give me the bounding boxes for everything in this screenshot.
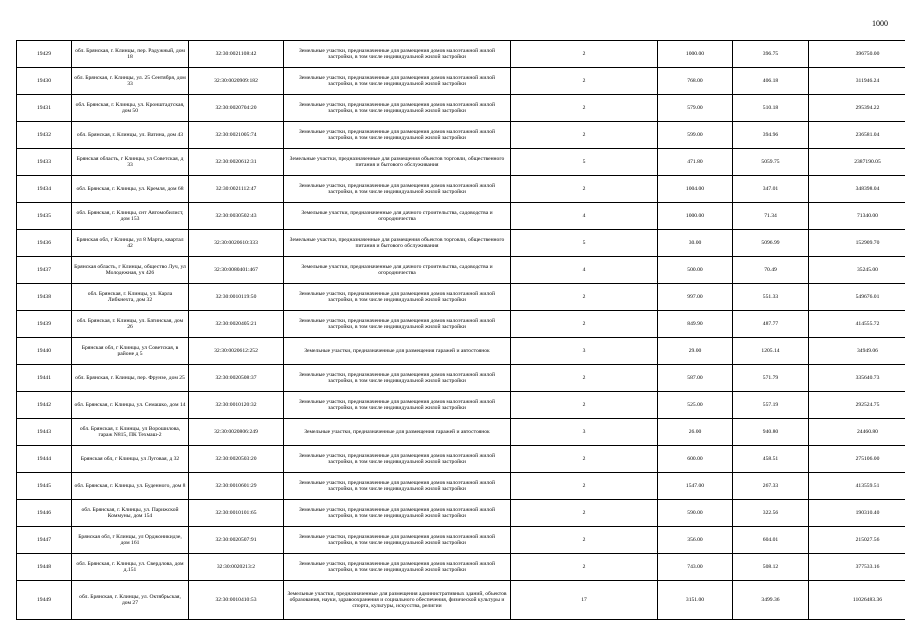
permitted-use-cell: Земельные участки, предназначенные для размещения домов малоэтажной жилой застройки, в том числе индивидуальной жилой застройки bbox=[284, 176, 511, 203]
address-cell: обл. Брянская, г. Клинцы, ул. Октябрьская, дом 27 bbox=[72, 581, 189, 620]
cadastral-number-cell: 32:30:0021108:42 bbox=[189, 41, 284, 68]
use-group-cell: 2 bbox=[511, 284, 658, 311]
address-cell: обл. Брянская, г. Клинцы, ул Ворошилова, гараж N815, ПК Техмаш-2 bbox=[72, 419, 189, 446]
table-row bbox=[17, 473, 905, 500]
permitted-use-cell: Земельные участки, предназначенные для размещения домов малоэтажной жилой застройки, в том числе индивидуальной жилой застройки bbox=[284, 392, 511, 419]
cadastral-number-cell: 32:30:0020612:252 bbox=[189, 338, 284, 365]
table-row bbox=[17, 527, 905, 554]
row-number-cell: 19440 bbox=[17, 338, 72, 365]
cadastral-number-cell: 32:30:0010101:65 bbox=[189, 500, 284, 527]
row-number-cell: 19434 bbox=[17, 176, 72, 203]
table-row bbox=[17, 338, 905, 365]
cadastral-value-cell: 549676.01 bbox=[809, 284, 905, 311]
permitted-use-cell: Земельные участки, предназначенные для размещения домов малоэтажной жилой застройки, в том числе индивидуальной жилой застройки bbox=[284, 311, 511, 338]
specific-value-cell: 70.49 bbox=[733, 257, 809, 284]
table-row bbox=[17, 311, 905, 338]
table-row bbox=[17, 365, 905, 392]
use-group-cell: 2 bbox=[511, 392, 658, 419]
cadastral-value-cell: 24460.80 bbox=[809, 419, 905, 446]
use-group-cell: 3 bbox=[511, 419, 658, 446]
table-row bbox=[17, 203, 905, 230]
specific-value-cell: 487.77 bbox=[733, 311, 809, 338]
table-row bbox=[17, 500, 905, 527]
cadastral-value-cell: 190310.40 bbox=[809, 500, 905, 527]
specific-value-cell: 71.34 bbox=[733, 203, 809, 230]
area-cell: 768.00 bbox=[658, 68, 733, 95]
area-cell: 356.00 bbox=[658, 527, 733, 554]
address-cell: обл. Брянская, г. Клинцы, ул. Кремля, дом 68 bbox=[72, 176, 189, 203]
area-cell: 1004.00 bbox=[658, 176, 733, 203]
address-cell: обл. Брянская, г. Клинцы, ул. Семашко, дом 14 bbox=[72, 392, 189, 419]
cadastral-value-cell: 311946.24 bbox=[809, 68, 905, 95]
specific-value-cell: 557.19 bbox=[733, 392, 809, 419]
permitted-use-cell: Земельные участки, предназначенные для размещения домов малоэтажной жилой застройки, в том числе индивидуальной жилой застройки bbox=[284, 41, 511, 68]
use-group-cell: 2 bbox=[511, 500, 658, 527]
area-cell: 471.80 bbox=[658, 149, 733, 176]
table-row bbox=[17, 446, 905, 473]
row-number-cell: 19439 bbox=[17, 311, 72, 338]
cadastral-number-cell: 32:30:0020405:21 bbox=[189, 311, 284, 338]
area-cell: 600.00 bbox=[658, 446, 733, 473]
table-row bbox=[17, 41, 905, 68]
cadastral-value-cell: 236581.04 bbox=[809, 122, 905, 149]
specific-value-cell: 396.75 bbox=[733, 41, 809, 68]
cadastral-number-cell: 32:30:0021005:74 bbox=[189, 122, 284, 149]
table-row bbox=[17, 95, 905, 122]
area-cell: 525.00 bbox=[658, 392, 733, 419]
specific-value-cell: 1205.14 bbox=[733, 338, 809, 365]
row-number-cell: 19436 bbox=[17, 230, 72, 257]
area-cell: 579.00 bbox=[658, 95, 733, 122]
area-cell: 26.00 bbox=[658, 419, 733, 446]
area-cell: 599.00 bbox=[658, 122, 733, 149]
cadastral-value-cell: 335640.73 bbox=[809, 365, 905, 392]
use-group-cell: 2 bbox=[511, 365, 658, 392]
specific-value-cell: 322.56 bbox=[733, 500, 809, 527]
row-number-cell: 19449 bbox=[17, 581, 72, 620]
table-row bbox=[17, 176, 905, 203]
cadastral-number-cell: 32:30:0080401:467 bbox=[189, 257, 284, 284]
table-row bbox=[17, 581, 905, 620]
row-number-cell: 19429 bbox=[17, 41, 72, 68]
specific-value-cell: 940.80 bbox=[733, 419, 809, 446]
specific-value-cell: 5059.75 bbox=[733, 149, 809, 176]
cadastral-number-cell: 32:30:0020503:20 bbox=[189, 446, 284, 473]
table-row bbox=[17, 554, 905, 581]
permitted-use-cell: Земельные участки, предназначенные для дачного строительства, садоводства и огородничества bbox=[284, 203, 511, 230]
use-group-cell: 2 bbox=[511, 527, 658, 554]
table-row bbox=[17, 419, 905, 446]
cadastral-value-cell: 2387190.05 bbox=[809, 149, 905, 176]
cadastral-number-cell: 32:30:0020806:249 bbox=[189, 419, 284, 446]
cadastral-value-cell: 215027.56 bbox=[809, 527, 905, 554]
permitted-use-cell: Земельные участки, предназначенные для размещения домов малоэтажной жилой застройки, в том числе индивидуальной жилой застройки bbox=[284, 122, 511, 149]
permitted-use-cell: Земельные участки, предназначенные для размещения объектов торговли, общественного питания и бытового обслуживания bbox=[284, 230, 511, 257]
cadastral-registry-table bbox=[16, 40, 905, 620]
row-number-cell: 19446 bbox=[17, 500, 72, 527]
cadastral-number-cell: 32:30:0020704:20 bbox=[189, 95, 284, 122]
table-row bbox=[17, 284, 905, 311]
use-group-cell: 2 bbox=[511, 176, 658, 203]
use-group-cell: 2 bbox=[511, 554, 658, 581]
permitted-use-cell: Земельные участки, предназначенные для размещения домов малоэтажной жилой застройки, в том числе индивидуальной жилой застройки bbox=[284, 95, 511, 122]
specific-value-cell: 406.18 bbox=[733, 68, 809, 95]
cadastral-number-cell: 32:30:0010120:32 bbox=[189, 392, 284, 419]
area-cell: 1547.00 bbox=[658, 473, 733, 500]
use-group-cell: 2 bbox=[511, 122, 658, 149]
row-number-cell: 19430 bbox=[17, 68, 72, 95]
specific-value-cell: 604.01 bbox=[733, 527, 809, 554]
row-number-cell: 19442 bbox=[17, 392, 72, 419]
area-cell: 500.00 bbox=[658, 257, 733, 284]
permitted-use-cell: Земельные участки, предназначенные для размещения домов малоэтажной жилой застройки, в том числе индивидуальной жилой застройки bbox=[284, 365, 511, 392]
cadastral-number-cell: 32:30:0030502:43 bbox=[189, 203, 284, 230]
cadastral-value-cell: 34949.06 bbox=[809, 338, 905, 365]
area-cell: 849.90 bbox=[658, 311, 733, 338]
area-cell: 743.00 bbox=[658, 554, 733, 581]
use-group-cell: 3 bbox=[511, 338, 658, 365]
use-group-cell: 5 bbox=[511, 230, 658, 257]
specific-value-cell: 267.33 bbox=[733, 473, 809, 500]
use-group-cell: 5 bbox=[511, 149, 658, 176]
address-cell: Брянская обл, г Клинцы, ул Луговая, д 32 bbox=[72, 446, 189, 473]
use-group-cell: 4 bbox=[511, 257, 658, 284]
permitted-use-cell: Земельные участки, предназначенные для размещения домов малоэтажной жилой застройки, в том числе индивидуальной жилой застройки bbox=[284, 68, 511, 95]
address-cell: обл. Брянская, г. Клинцы, ул. Парижской Коммуны, дом 154 bbox=[72, 500, 189, 527]
area-cell: 29.00 bbox=[658, 338, 733, 365]
row-number-cell: 19431 bbox=[17, 95, 72, 122]
area-cell: 1000.00 bbox=[658, 203, 733, 230]
row-number-cell: 19444 bbox=[17, 446, 72, 473]
cadastral-value-cell: 377533.16 bbox=[809, 554, 905, 581]
area-cell: 997.00 bbox=[658, 284, 733, 311]
row-number-cell: 19433 bbox=[17, 149, 72, 176]
cadastral-value-cell: 348398.04 bbox=[809, 176, 905, 203]
table-row bbox=[17, 68, 905, 95]
use-group-cell: 2 bbox=[511, 473, 658, 500]
specific-value-cell: 510.18 bbox=[733, 95, 809, 122]
address-cell: Брянская обл, г Клинцы, ул Советская, в районе д 5 bbox=[72, 338, 189, 365]
use-group-cell: 2 bbox=[511, 68, 658, 95]
cadastral-number-cell: 32:30:0021112:47 bbox=[189, 176, 284, 203]
address-cell: обл. Брянская, г. Клинцы, ул. Свердлова, дом д.151 bbox=[72, 554, 189, 581]
permitted-use-cell: Земельные участки, предназначенные для размещения домов малоэтажной жилой застройки, в том числе индивидуальной жилой застройки bbox=[284, 473, 511, 500]
address-cell: обл. Брянская, г. Клинцы, ул. Кронштадтская, дом 50 bbox=[72, 95, 189, 122]
use-group-cell: 2 bbox=[511, 446, 658, 473]
row-number-cell: 19432 bbox=[17, 122, 72, 149]
specific-value-cell: 458.51 bbox=[733, 446, 809, 473]
address-cell: Брянская обл, г Клинцы, ул Орджоникидзе, дом 161 bbox=[72, 527, 189, 554]
cadastral-number-cell: 32:30:0020508:37 bbox=[189, 365, 284, 392]
permitted-use-cell: Земельные участки, предназначенные для дачного строительства, садоводства и огородничества bbox=[284, 257, 511, 284]
cadastral-number-cell: 32:30:0010119:50 bbox=[189, 284, 284, 311]
cadastral-number-cell: 32:30:0010601:29 bbox=[189, 473, 284, 500]
table-row bbox=[17, 230, 905, 257]
registry-table-body bbox=[17, 41, 905, 620]
row-number-cell: 19447 bbox=[17, 527, 72, 554]
address-cell: обл. Брянская, г. Клинцы, ул. Ватина, дом 43 bbox=[72, 122, 189, 149]
permitted-use-cell: Земельные участки, предназначенные для размещения административных зданий, объектов образования, науки, здравоохранения и социального обеспечения, физической культуры и спорта, культуры, искусства, религии bbox=[284, 581, 511, 620]
cadastral-number-cell: 32:30:0020213:2 bbox=[189, 554, 284, 581]
row-number-cell: 19441 bbox=[17, 365, 72, 392]
area-cell: 1000.00 bbox=[658, 41, 733, 68]
use-group-cell: 2 bbox=[511, 41, 658, 68]
address-cell: обл. Брянская, г. Клинцы, пер. Фрунзе, дом 25 bbox=[72, 365, 189, 392]
permitted-use-cell: Земельные участки, предназначенные для размещения гаражей и автостоянок bbox=[284, 338, 511, 365]
row-number-cell: 19445 bbox=[17, 473, 72, 500]
specific-value-cell: 3499.36 bbox=[733, 581, 809, 620]
cadastral-value-cell: 295394.22 bbox=[809, 95, 905, 122]
use-group-cell: 2 bbox=[511, 311, 658, 338]
permitted-use-cell: Земельные участки, предназначенные для размещения домов малоэтажной жилой застройки, в том числе индивидуальной жилой застройки bbox=[284, 527, 511, 554]
specific-value-cell: 394.96 bbox=[733, 122, 809, 149]
area-cell: 30.00 bbox=[658, 230, 733, 257]
cadastral-value-cell: 152909.70 bbox=[809, 230, 905, 257]
specific-value-cell: 551.33 bbox=[733, 284, 809, 311]
address-cell: обл. Брянская, г. Клинцы, ул. Буденного, дом 8 bbox=[72, 473, 189, 500]
cadastral-value-cell: 414555.72 bbox=[809, 311, 905, 338]
specific-value-cell: 347.01 bbox=[733, 176, 809, 203]
row-number-cell: 19435 bbox=[17, 203, 72, 230]
permitted-use-cell: Земельные участки, предназначенные для размещения домов малоэтажной жилой застройки, в том числе индивидуальной жилой застройки bbox=[284, 284, 511, 311]
cadastral-number-cell: 32:30:0010410:53 bbox=[189, 581, 284, 620]
table-row bbox=[17, 392, 905, 419]
cadastral-number-cell: 32:30:0020909:182 bbox=[189, 68, 284, 95]
use-group-cell: 4 bbox=[511, 203, 658, 230]
cadastral-value-cell: 413559.51 bbox=[809, 473, 905, 500]
cadastral-value-cell: 35245.00 bbox=[809, 257, 905, 284]
cadastral-value-cell: 11026483.36 bbox=[809, 581, 905, 620]
permitted-use-cell: Земельные участки, предназначенные для размещения домов малоэтажной жилой застройки, в том числе индивидуальной жилой застройки bbox=[284, 500, 511, 527]
permitted-use-cell: Земельные участки, предназначенные для размещения объектов торговли, общественного питания и бытового обслуживания bbox=[284, 149, 511, 176]
address-cell: обл. Брянская, г. Клинцы, снт Автомобилист, дом 153 bbox=[72, 203, 189, 230]
page-number: 1000 bbox=[872, 19, 888, 28]
address-cell: обл. Брянская, г. Клинцы, ул. Батинская, дом 26 bbox=[72, 311, 189, 338]
address-cell: Брянская обл, г Клинцы, ул 8 Марта, квартал 42 bbox=[72, 230, 189, 257]
address-cell: Брянская область, г Клинцы, ул Советская, д 33 bbox=[72, 149, 189, 176]
address-cell: Брянская область, г Клинцы, общество Луч, ул Молодежная, уч 426 bbox=[72, 257, 189, 284]
use-group-cell: 2 bbox=[511, 95, 658, 122]
cadastral-number-cell: 32:30:0020612:31 bbox=[189, 149, 284, 176]
address-cell: обл. Брянская, г. Клинцы, ул. 25 Сентября, дом 33 bbox=[72, 68, 189, 95]
area-cell: 3151.00 bbox=[658, 581, 733, 620]
table-row bbox=[17, 122, 905, 149]
address-cell: обл. Брянская, г. Клинцы, ул. Карла Либкнехта, дом 32 bbox=[72, 284, 189, 311]
row-number-cell: 19437 bbox=[17, 257, 72, 284]
area-cell: 590.00 bbox=[658, 500, 733, 527]
cadastral-number-cell: 32:30:0020507:91 bbox=[189, 527, 284, 554]
permitted-use-cell: Земельные участки, предназначенные для размещения домов малоэтажной жилой застройки, в том числе индивидуальной жилой застройки bbox=[284, 446, 511, 473]
permitted-use-cell: Земельные участки, предназначенные для размещения гаражей и автостоянок bbox=[284, 419, 511, 446]
specific-value-cell: 5096.99 bbox=[733, 230, 809, 257]
specific-value-cell: 571.79 bbox=[733, 365, 809, 392]
address-cell: обл. Брянская, г. Клинцы, пер. Радужный, дом 18 bbox=[72, 41, 189, 68]
cadastral-number-cell: 32:30:0020610:333 bbox=[189, 230, 284, 257]
cadastral-value-cell: 71340.00 bbox=[809, 203, 905, 230]
table-row bbox=[17, 149, 905, 176]
permitted-use-cell: Земельные участки, предназначенные для размещения домов малоэтажной жилой застройки, в том числе индивидуальной жилой застройки bbox=[284, 554, 511, 581]
row-number-cell: 19438 bbox=[17, 284, 72, 311]
table-row bbox=[17, 257, 905, 284]
cadastral-value-cell: 396750.00 bbox=[809, 41, 905, 68]
row-number-cell: 19448 bbox=[17, 554, 72, 581]
row-number-cell: 19443 bbox=[17, 419, 72, 446]
cadastral-value-cell: 292524.75 bbox=[809, 392, 905, 419]
use-group-cell: 17 bbox=[511, 581, 658, 620]
specific-value-cell: 508.12 bbox=[733, 554, 809, 581]
area-cell: 587.00 bbox=[658, 365, 733, 392]
cadastral-value-cell: 275106.00 bbox=[809, 446, 905, 473]
